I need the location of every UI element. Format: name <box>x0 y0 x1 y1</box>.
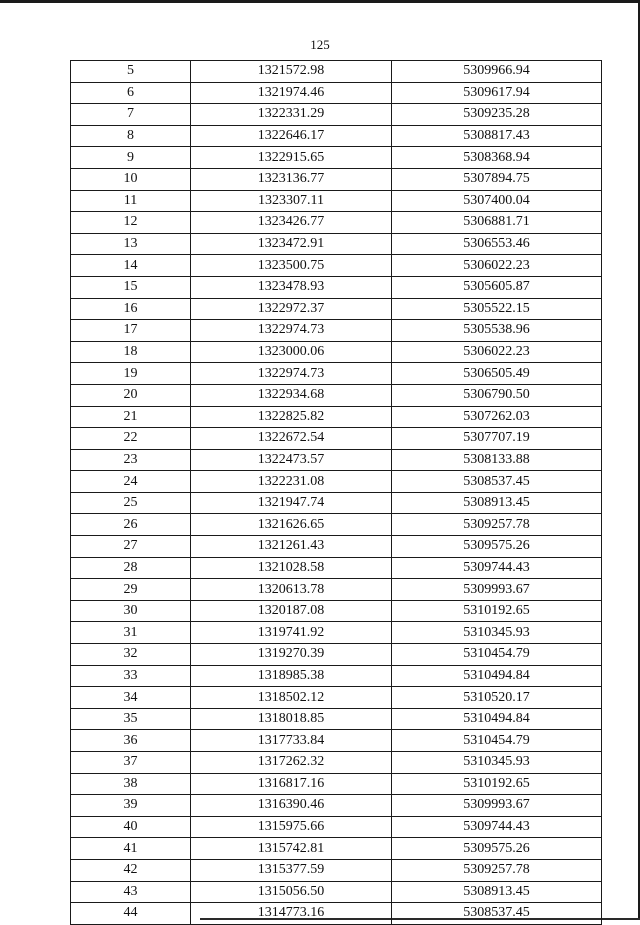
point-number-cell: 28 <box>71 557 191 579</box>
point-number-cell: 42 <box>71 859 191 881</box>
y-coordinate-cell: 5310494.84 <box>392 665 602 687</box>
point-number-cell: 34 <box>71 687 191 709</box>
x-coordinate-cell: 1315377.59 <box>191 859 392 881</box>
y-coordinate-cell: 5309257.78 <box>392 859 602 881</box>
table-row <box>71 795 602 817</box>
point-number-cell: 17 <box>71 320 191 342</box>
point-number-cell: 30 <box>71 600 191 622</box>
x-coordinate-cell: 1315975.66 <box>191 816 392 838</box>
y-coordinate-cell: 5307400.04 <box>392 190 602 212</box>
table-row <box>71 492 602 514</box>
x-coordinate-cell: 1318018.85 <box>191 708 392 730</box>
table-row <box>71 341 602 363</box>
y-coordinate-cell: 5305522.15 <box>392 298 602 320</box>
x-coordinate-cell: 1321572.98 <box>191 61 392 83</box>
table-row <box>71 665 602 687</box>
x-coordinate-cell: 1323136.77 <box>191 168 392 190</box>
page-number: 125 <box>310 37 330 52</box>
x-coordinate-cell: 1315742.81 <box>191 838 392 860</box>
point-number-cell: 25 <box>71 492 191 514</box>
point-number-cell: 9 <box>71 147 191 169</box>
point-number-cell: 18 <box>71 341 191 363</box>
point-number-cell: 27 <box>71 536 191 558</box>
table-row <box>71 168 602 190</box>
point-number-cell: 16 <box>71 298 191 320</box>
y-coordinate-cell: 5308537.45 <box>392 903 602 925</box>
point-number-cell: 40 <box>71 816 191 838</box>
y-coordinate-cell: 5306022.23 <box>392 341 602 363</box>
point-number-cell: 10 <box>71 168 191 190</box>
x-coordinate-cell: 1318985.38 <box>191 665 392 687</box>
y-coordinate-cell: 5310345.93 <box>392 622 602 644</box>
point-number-cell: 8 <box>71 125 191 147</box>
x-coordinate-cell: 1317262.32 <box>191 752 392 774</box>
point-number-cell: 21 <box>71 406 191 428</box>
point-number-cell: 23 <box>71 449 191 471</box>
y-coordinate-cell: 5309966.94 <box>392 61 602 83</box>
table-row <box>71 838 602 860</box>
y-coordinate-cell: 5309993.67 <box>392 795 602 817</box>
table-row <box>71 622 602 644</box>
coordinate-table <box>70 60 602 925</box>
table-row <box>71 255 602 277</box>
y-coordinate-cell: 5309993.67 <box>392 579 602 601</box>
x-coordinate-cell: 1322672.54 <box>191 428 392 450</box>
table-row <box>71 536 602 558</box>
x-coordinate-cell: 1321261.43 <box>191 536 392 558</box>
point-number-cell: 35 <box>71 708 191 730</box>
x-coordinate-cell: 1321626.65 <box>191 514 392 536</box>
point-number-cell: 38 <box>71 773 191 795</box>
coordinate-table-body <box>71 61 602 925</box>
point-number-cell: 32 <box>71 644 191 666</box>
y-coordinate-cell: 5310454.79 <box>392 730 602 752</box>
x-coordinate-cell: 1318502.12 <box>191 687 392 709</box>
point-number-cell: 14 <box>71 255 191 277</box>
table-row <box>71 298 602 320</box>
y-coordinate-cell: 5310345.93 <box>392 752 602 774</box>
y-coordinate-cell: 5308537.45 <box>392 471 602 493</box>
x-coordinate-cell: 1322915.65 <box>191 147 392 169</box>
point-number-cell: 24 <box>71 471 191 493</box>
table-row <box>71 276 602 298</box>
y-coordinate-cell: 5309744.43 <box>392 816 602 838</box>
point-number-cell: 36 <box>71 730 191 752</box>
x-coordinate-cell: 1323478.93 <box>191 276 392 298</box>
table-row <box>71 730 602 752</box>
table-row <box>71 190 602 212</box>
table-row <box>71 708 602 730</box>
point-number-cell: 39 <box>71 795 191 817</box>
x-coordinate-cell: 1315056.50 <box>191 881 392 903</box>
x-coordinate-cell: 1323000.06 <box>191 341 392 363</box>
point-number-cell: 26 <box>71 514 191 536</box>
x-coordinate-cell: 1319270.39 <box>191 644 392 666</box>
x-coordinate-cell: 1322974.73 <box>191 363 392 385</box>
y-coordinate-cell: 5306553.46 <box>392 233 602 255</box>
x-coordinate-cell: 1317733.84 <box>191 730 392 752</box>
point-number-cell: 33 <box>71 665 191 687</box>
x-coordinate-cell: 1323307.11 <box>191 190 392 212</box>
x-coordinate-cell: 1322231.08 <box>191 471 392 493</box>
x-coordinate-cell: 1320613.78 <box>191 579 392 601</box>
y-coordinate-cell: 5310192.65 <box>392 600 602 622</box>
y-coordinate-cell: 5309617.94 <box>392 82 602 104</box>
y-coordinate-cell: 5310494.84 <box>392 708 602 730</box>
y-coordinate-cell: 5306022.23 <box>392 255 602 277</box>
y-coordinate-cell: 5308913.45 <box>392 881 602 903</box>
table-row <box>71 233 602 255</box>
y-coordinate-cell: 5309575.26 <box>392 838 602 860</box>
y-coordinate-cell: 5307707.19 <box>392 428 602 450</box>
x-coordinate-cell: 1314773.16 <box>191 903 392 925</box>
point-number-cell: 43 <box>71 881 191 903</box>
x-coordinate-cell: 1322473.57 <box>191 449 392 471</box>
x-coordinate-cell: 1316817.16 <box>191 773 392 795</box>
point-number-cell: 31 <box>71 622 191 644</box>
y-coordinate-cell: 5307894.75 <box>392 168 602 190</box>
x-coordinate-cell: 1323426.77 <box>191 212 392 234</box>
table-row <box>71 363 602 385</box>
table-row <box>71 816 602 838</box>
x-coordinate-cell: 1321974.46 <box>191 82 392 104</box>
point-number-cell: 44 <box>71 903 191 925</box>
point-number-cell: 29 <box>71 579 191 601</box>
y-coordinate-cell: 5310520.17 <box>392 687 602 709</box>
y-coordinate-cell: 5310192.65 <box>392 773 602 795</box>
y-coordinate-cell: 5306881.71 <box>392 212 602 234</box>
y-coordinate-cell: 5310454.79 <box>392 644 602 666</box>
point-number-cell: 13 <box>71 233 191 255</box>
table-row <box>71 752 602 774</box>
point-number-cell: 15 <box>71 276 191 298</box>
table-row <box>71 384 602 406</box>
y-coordinate-cell: 5309257.78 <box>392 514 602 536</box>
y-coordinate-cell: 5308913.45 <box>392 492 602 514</box>
y-coordinate-cell: 5307262.03 <box>392 406 602 428</box>
table-row <box>71 104 602 126</box>
y-coordinate-cell: 5309575.26 <box>392 536 602 558</box>
x-coordinate-cell: 1323500.75 <box>191 255 392 277</box>
table-row <box>71 687 602 709</box>
table-row <box>71 881 602 903</box>
table-row <box>71 644 602 666</box>
y-coordinate-cell: 5308817.43 <box>392 125 602 147</box>
x-coordinate-cell: 1319741.92 <box>191 622 392 644</box>
x-coordinate-cell: 1322972.37 <box>191 298 392 320</box>
x-coordinate-cell: 1322934.68 <box>191 384 392 406</box>
scan-border-top <box>0 0 640 3</box>
x-coordinate-cell: 1322331.29 <box>191 104 392 126</box>
y-coordinate-cell: 5306505.49 <box>392 363 602 385</box>
x-coordinate-cell: 1322825.82 <box>191 406 392 428</box>
x-coordinate-cell: 1323472.91 <box>191 233 392 255</box>
y-coordinate-cell: 5306790.50 <box>392 384 602 406</box>
y-coordinate-cell: 5305538.96 <box>392 320 602 342</box>
point-number-cell: 5 <box>71 61 191 83</box>
table-row <box>71 82 602 104</box>
x-coordinate-cell: 1316390.46 <box>191 795 392 817</box>
table-row <box>71 147 602 169</box>
x-coordinate-cell: 1321947.74 <box>191 492 392 514</box>
point-number-cell: 12 <box>71 212 191 234</box>
table-row <box>71 579 602 601</box>
table-row <box>71 212 602 234</box>
table-row <box>71 903 602 925</box>
point-number-cell: 20 <box>71 384 191 406</box>
table-row <box>71 471 602 493</box>
x-coordinate-cell: 1321028.58 <box>191 557 392 579</box>
point-number-cell: 37 <box>71 752 191 774</box>
x-coordinate-cell: 1322974.73 <box>191 320 392 342</box>
point-number-cell: 22 <box>71 428 191 450</box>
table-row <box>71 406 602 428</box>
point-number-cell: 41 <box>71 838 191 860</box>
y-coordinate-cell: 5309235.28 <box>392 104 602 126</box>
table-row <box>71 859 602 881</box>
y-coordinate-cell: 5308133.88 <box>392 449 602 471</box>
point-number-cell: 19 <box>71 363 191 385</box>
table-row <box>71 61 602 83</box>
table-row <box>71 320 602 342</box>
table-row <box>71 557 602 579</box>
y-coordinate-cell: 5305605.87 <box>392 276 602 298</box>
x-coordinate-cell: 1320187.08 <box>191 600 392 622</box>
point-number-cell: 11 <box>71 190 191 212</box>
y-coordinate-cell: 5309744.43 <box>392 557 602 579</box>
x-coordinate-cell: 1322646.17 <box>191 125 392 147</box>
table-row <box>71 514 602 536</box>
y-coordinate-cell: 5308368.94 <box>392 147 602 169</box>
point-number-cell: 6 <box>71 82 191 104</box>
table-row <box>71 125 602 147</box>
table-row <box>71 773 602 795</box>
table-row <box>71 449 602 471</box>
point-number-cell: 7 <box>71 104 191 126</box>
table-row <box>71 428 602 450</box>
table-row <box>71 600 602 622</box>
